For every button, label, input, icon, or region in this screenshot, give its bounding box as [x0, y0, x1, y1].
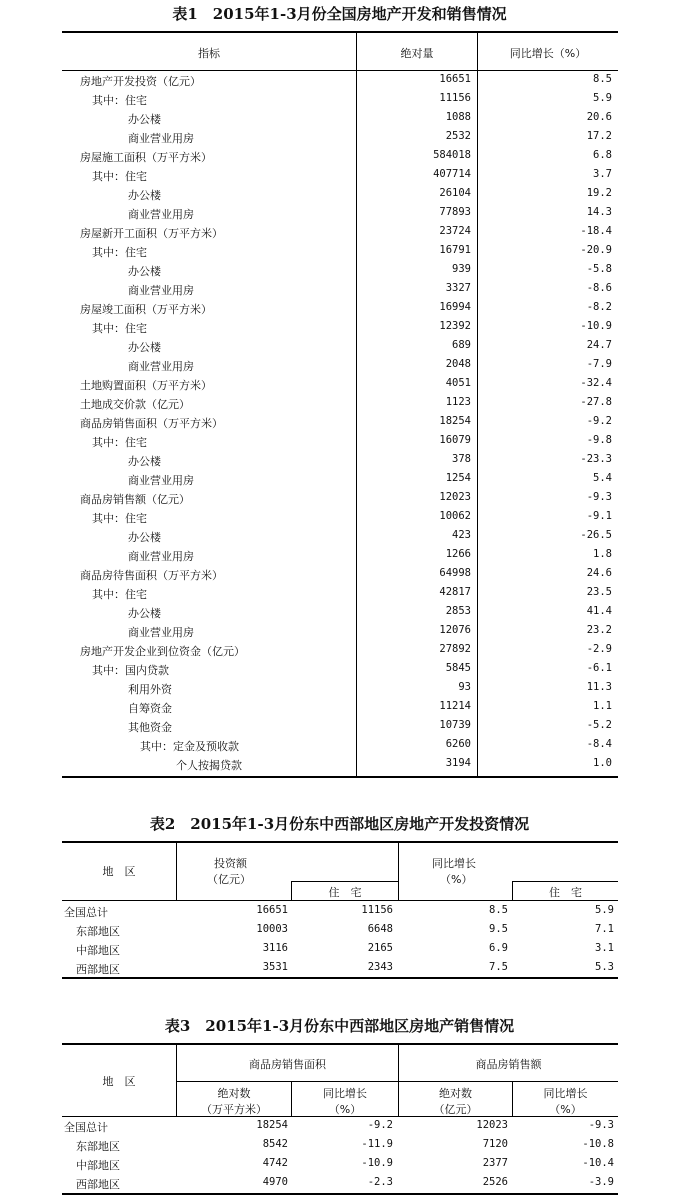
table2-row-invest: 10003 — [256, 923, 288, 935]
table1-row-growth: -20.9 — [580, 244, 612, 256]
table1-row-value: 3194 — [445, 757, 471, 769]
table2-row-housing: 11156 — [361, 904, 393, 916]
table1-row-label: 房屋竣工面积（万平方米） — [80, 303, 212, 316]
table1-row-value: 12023 — [439, 491, 471, 503]
table2-row-growth: 9.5 — [489, 923, 508, 935]
table1-row-label: 其中：住宅 — [92, 322, 147, 335]
table1-row-value: 423 — [452, 529, 471, 541]
table1-row-value: 11156 — [439, 92, 471, 104]
table1-row-growth: 1.1 — [593, 700, 612, 712]
table1-row-value: 27892 — [439, 643, 471, 655]
table1-header-indicator: 指标 — [198, 47, 220, 60]
table1-row-growth: -18.4 — [580, 225, 612, 237]
table1-row-growth: 23.2 — [586, 624, 612, 636]
table1-row-growth: -9.8 — [586, 434, 612, 446]
table2-row-region: 东部地区 — [76, 925, 120, 938]
table3-row-sales: 7120 — [482, 1138, 508, 1150]
table1-row-label: 办公楼 — [128, 113, 161, 126]
table1-row-value: 11214 — [439, 700, 471, 712]
table2-header-housing-growth: 住 宅 — [549, 886, 582, 899]
table1-row-growth: -5.8 — [586, 263, 612, 275]
table1-row-growth: -8.4 — [586, 738, 612, 750]
table2-header-invest: 投资额 — [214, 857, 247, 870]
table1-top-rule — [62, 31, 618, 33]
table1-row-label: 商品房销售面积（万平方米） — [80, 417, 223, 430]
table1-row-growth: 24.6 — [586, 567, 612, 579]
table2-row-housing: 2165 — [367, 942, 393, 954]
table1-row-value: 2048 — [445, 358, 471, 370]
table1-row-growth: -7.9 — [586, 358, 612, 370]
table2-row-housing-growth: 5.9 — [595, 904, 614, 916]
table1-row-label: 商业营业用房 — [128, 550, 194, 563]
table1-row-value: 689 — [452, 339, 471, 351]
table1-row-growth: 23.5 — [586, 586, 612, 598]
table2-row-housing-growth: 5.3 — [595, 961, 614, 973]
table1-row-label: 办公楼 — [128, 341, 161, 354]
table1-row-growth: 41.4 — [586, 605, 612, 617]
table1-row-value: 12076 — [439, 624, 471, 636]
table3-row-sales-growth: -10.4 — [582, 1157, 614, 1169]
table1-row-label: 商业营业用房 — [128, 132, 194, 145]
table1-row-value: 16791 — [439, 244, 471, 256]
table1-row-value: 77893 — [439, 206, 471, 218]
table1-row-growth: 24.7 — [586, 339, 612, 351]
table3-header-area-growth: 同比增长 — [323, 1087, 367, 1100]
table2-row-housing: 6648 — [367, 923, 393, 935]
table1-row-label: 其中：住宅 — [92, 94, 147, 107]
table1-header-value: 绝对量 — [400, 47, 434, 60]
table1-row-label: 商品房待售面积（万平方米） — [80, 569, 223, 582]
table1-row-value: 1123 — [445, 396, 471, 408]
table1-row-value: 16994 — [439, 301, 471, 313]
table1-row-growth: -10.9 — [580, 320, 612, 332]
table3-header-sales: 商品房销售额 — [475, 1058, 542, 1071]
table1-row-growth: 8.5 — [593, 73, 612, 85]
table3-row-sales: 2377 — [482, 1157, 508, 1169]
table1-row-value: 584018 — [433, 149, 471, 161]
table1-row-value: 2532 — [445, 130, 471, 142]
table1-row-label: 其他资金 — [128, 721, 172, 734]
table1-row-growth: -8.2 — [586, 301, 612, 313]
table1-row-growth: 6.8 — [593, 149, 612, 161]
table1-row-growth: 20.6 — [586, 111, 612, 123]
table3-row-region: 全国总计 — [64, 1121, 108, 1134]
table1-row-growth: -32.4 — [580, 377, 612, 389]
table1-row-growth: -6.1 — [586, 662, 612, 674]
table3-header-area: 商品房销售面积 — [249, 1058, 326, 1071]
table1-row-value: 10062 — [439, 510, 471, 522]
table1-row-growth: -5.2 — [586, 719, 612, 731]
table1-row-label: 房屋新开工面积（万平方米） — [80, 227, 223, 240]
table1-row-label: 办公楼 — [128, 265, 161, 278]
table1-row-label: 商业营业用房 — [128, 208, 194, 221]
table1-row-value: 16079 — [439, 434, 471, 446]
table1-row-value: 407714 — [433, 168, 471, 180]
table1-row-value: 93 — [458, 681, 471, 693]
table2-row-region: 全国总计 — [64, 906, 108, 919]
table1-bottom-rule — [62, 776, 618, 778]
table1-row-value: 12392 — [439, 320, 471, 332]
table1-row-label: 个人按揭贷款 — [176, 759, 242, 772]
table2-row-growth: 6.9 — [489, 942, 508, 954]
table3-header-sales-abs: 绝对数 — [439, 1087, 472, 1100]
table1-row-growth: -26.5 — [580, 529, 612, 541]
table1-row-label: 商业营业用房 — [128, 360, 194, 373]
table2-header-invest-unit: （亿元） — [207, 873, 251, 886]
table1-row-label: 房地产开发企业到位资金（亿元） — [80, 645, 245, 658]
table3-row-area-growth: -11.9 — [361, 1138, 393, 1150]
table1-row-value: 378 — [452, 453, 471, 465]
table3-row-area-growth: -2.3 — [367, 1176, 393, 1188]
table1-row-growth: -23.3 — [580, 453, 612, 465]
table3-row-region: 西部地区 — [76, 1178, 120, 1191]
table1-row-label: 办公楼 — [128, 531, 161, 544]
table2-divider-1 — [176, 843, 177, 900]
table2-subheader-rule-left — [291, 881, 398, 882]
table3-row-sales-growth: -10.8 — [582, 1138, 614, 1150]
table2-bottom-rule — [62, 977, 618, 979]
table1-row-label: 商业营业用房 — [128, 626, 194, 639]
table1-row-value: 4051 — [445, 377, 471, 389]
table1-row-label: 其中：住宅 — [92, 436, 147, 449]
table3-header-sales-abs-unit: （亿元） — [433, 1103, 478, 1116]
table1-row-growth: 1.8 — [593, 548, 612, 560]
table1-row-label: 其中：住宅 — [92, 512, 147, 525]
table1-row-value: 23724 — [439, 225, 471, 237]
table1-row-growth: 3.7 — [593, 168, 612, 180]
table1-row-growth: 11.3 — [586, 681, 612, 693]
table3-header-area-abs-unit: （万平方米） — [201, 1103, 267, 1116]
table1-row-value: 6260 — [445, 738, 471, 750]
table1-row-growth: 17.2 — [586, 130, 612, 142]
table1-row-value: 64998 — [439, 567, 471, 579]
table1-row-growth: -8.6 — [586, 282, 612, 294]
table2-title: 表2 2015年1-3月份东中西部地区房地产开发投资情况 — [149, 815, 530, 833]
table1-row-label: 其中：住宅 — [92, 246, 147, 259]
table1-row-value: 26104 — [439, 187, 471, 199]
table1-row-label: 商业营业用房 — [128, 474, 194, 487]
table1-row-value: 16651 — [439, 73, 471, 85]
table2-row-invest: 16651 — [256, 904, 288, 916]
table3-row-area: 4970 — [262, 1176, 288, 1188]
table3-header-area-growth-unit: （%） — [328, 1103, 362, 1116]
table1-row-value: 2853 — [445, 605, 471, 617]
table1-row-value: 42817 — [439, 586, 471, 598]
table2-row-region: 中部地区 — [76, 944, 120, 957]
table1-row-growth: 5.4 — [593, 472, 612, 484]
table2-row-region: 西部地区 — [76, 963, 120, 976]
table3-row-area: 8542 — [262, 1138, 288, 1150]
table2-row-housing: 2343 — [367, 961, 393, 973]
table3-header-sales-growth-unit: （%） — [549, 1103, 582, 1116]
table1-row-label: 商业营业用房 — [128, 284, 194, 297]
table1-row-growth: -9.3 — [586, 491, 612, 503]
table1-row-label: 利用外资 — [128, 683, 172, 696]
table2-row-housing-growth: 7.1 — [595, 923, 614, 935]
table1-row-value: 1254 — [445, 472, 471, 484]
table1-row-value: 1266 — [445, 548, 471, 560]
table3-row-area: 4742 — [262, 1157, 288, 1169]
table2-row-growth: 8.5 — [489, 904, 508, 916]
table2-top-rule — [62, 841, 618, 843]
table2-header-housing: 住 宅 — [328, 886, 362, 899]
table2-header-rule — [62, 900, 618, 901]
table3-row-region: 东部地区 — [76, 1140, 120, 1153]
table2-subheader-rule-right — [512, 881, 618, 882]
table1-row-label: 房屋施工面积（万平方米） — [80, 151, 212, 164]
table2-header-growth: 同比增长 — [432, 857, 476, 870]
table2-row-housing-growth: 3.1 — [595, 942, 614, 954]
table1-title: 表1 2015年1-3月份全国房地产开发和销售情况 — [172, 5, 507, 23]
table1-row-label: 办公楼 — [128, 455, 161, 468]
table2-divider-3 — [398, 843, 399, 900]
table3-header-sales-growth: 同比增长 — [543, 1087, 588, 1100]
table2-header-growth-unit: （%） — [440, 873, 473, 886]
table3-row-sales: 2526 — [482, 1176, 508, 1188]
table3-bottom-rule — [62, 1193, 618, 1195]
table3-row-sales-growth: -9.3 — [588, 1119, 614, 1131]
table3-top-rule — [62, 1043, 618, 1045]
table1-row-label: 房地产开发投资（亿元） — [80, 75, 201, 88]
table1-row-label: 办公楼 — [128, 607, 161, 620]
table1-row-growth: 19.2 — [586, 187, 612, 199]
table1-header-rule — [62, 70, 618, 71]
table1-row-label: 其中：国内贷款 — [92, 664, 169, 677]
table1-row-value: 1088 — [445, 111, 471, 123]
table1-row-growth: -27.8 — [580, 396, 612, 408]
table1-row-growth: 14.3 — [586, 206, 612, 218]
table1-row-value: 5845 — [445, 662, 471, 674]
table1-row-label: 土地成交价款（亿元） — [80, 398, 190, 411]
table1-row-label: 其中：住宅 — [92, 170, 147, 183]
table1-row-growth: 5.9 — [593, 92, 612, 104]
table2-row-growth: 7.5 — [489, 961, 508, 973]
table2-row-invest: 3116 — [262, 942, 288, 954]
table3-header-region: 地 区 — [102, 1075, 136, 1088]
table1-row-label: 办公楼 — [128, 189, 161, 202]
table1-row-growth: -9.2 — [586, 415, 612, 427]
table1-row-label: 其中：住宅 — [92, 588, 147, 601]
table1-row-value: 10739 — [439, 719, 471, 731]
table1-row-growth: -9.1 — [586, 510, 612, 522]
table3-row-region: 中部地区 — [76, 1159, 120, 1172]
table2-header-region: 地 区 — [102, 865, 136, 878]
table1-row-growth: -2.9 — [586, 643, 612, 655]
table1-header-growth: 同比增长（%） — [509, 47, 587, 60]
table3-row-sales-growth: -3.9 — [588, 1176, 614, 1188]
table1-row-growth: 1.0 — [593, 757, 612, 769]
table2-row-invest: 3531 — [262, 961, 288, 973]
table1-row-value: 939 — [452, 263, 471, 275]
table3-header-area-abs: 绝对数 — [217, 1087, 251, 1100]
table1-row-label: 自筹资金 — [128, 702, 172, 715]
table1-row-value: 18254 — [439, 415, 471, 427]
table3-group-rule — [176, 1081, 618, 1082]
table3-row-area-growth: -9.2 — [367, 1119, 393, 1131]
table1-row-label: 土地购置面积（万平方米） — [80, 379, 212, 392]
table3-row-sales: 12023 — [476, 1119, 508, 1131]
table3-row-area: 18254 — [256, 1119, 288, 1131]
table3-row-area-growth: -10.9 — [361, 1157, 393, 1169]
table1-row-value: 3327 — [445, 282, 471, 294]
table1-row-label: 商品房销售额（亿元） — [80, 493, 190, 506]
table1-row-label: 其中：定金及预收款 — [140, 740, 239, 753]
table3-title: 表3 2015年1-3月份东中西部地区房地产销售情况 — [164, 1017, 515, 1035]
table3-header-rule — [62, 1116, 618, 1117]
